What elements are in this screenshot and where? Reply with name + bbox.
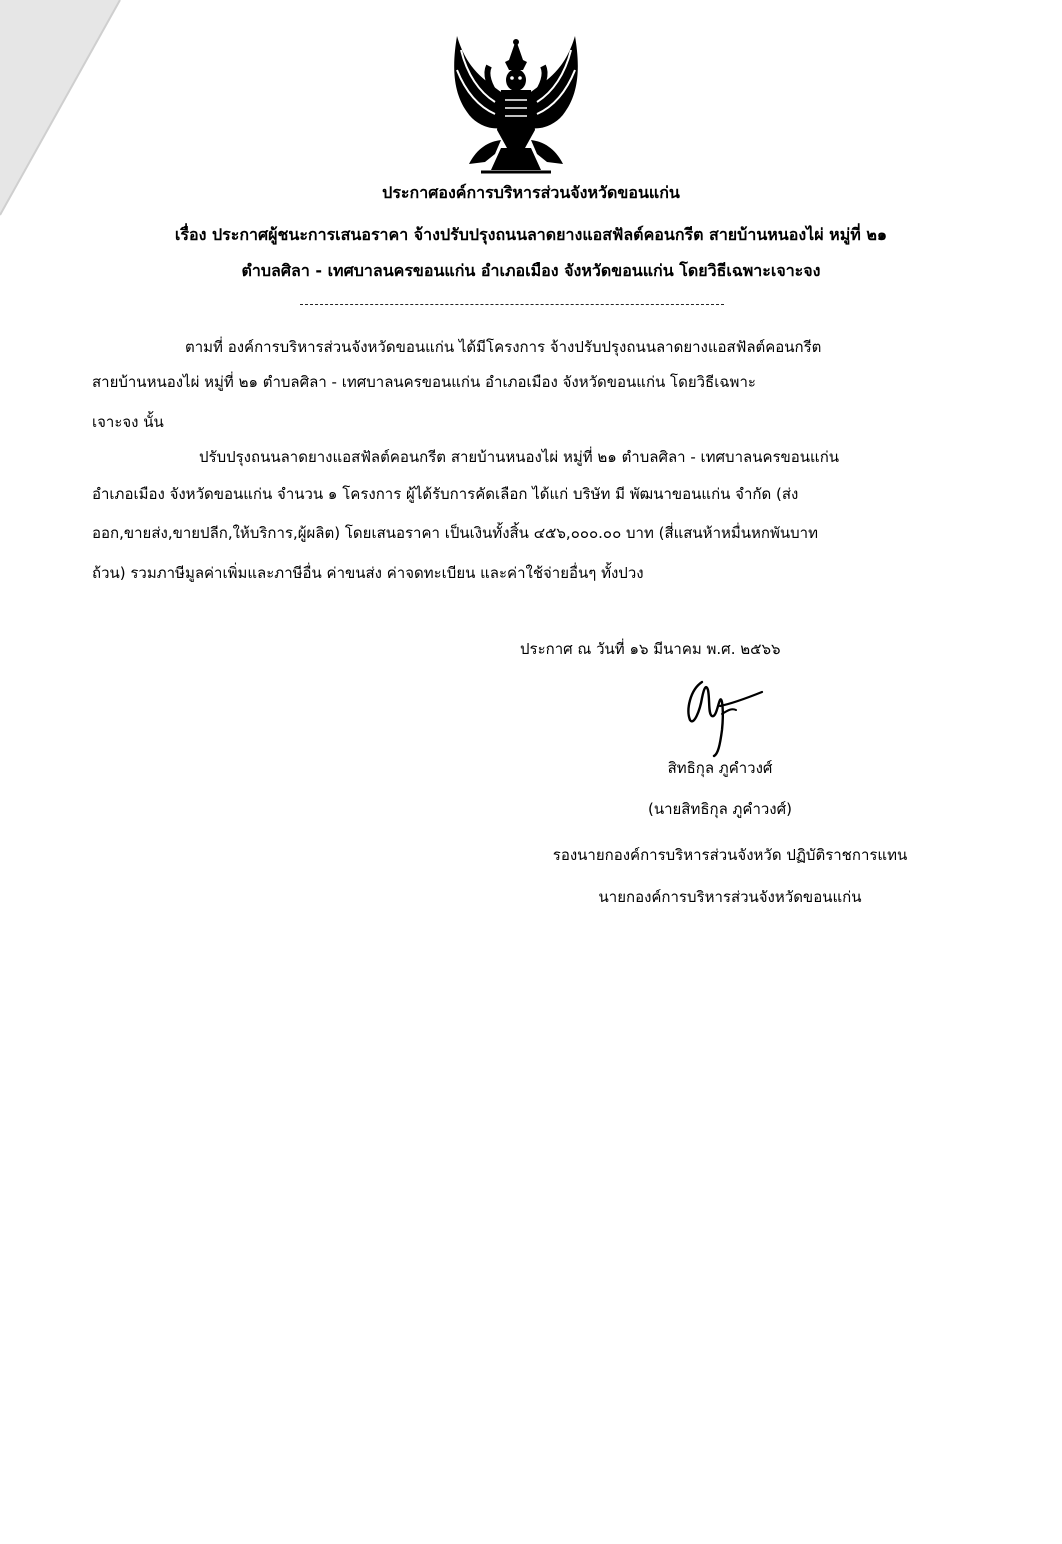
- signatory-position-line-1: รองนายกองค์การบริหารส่วนจังหวัด ปฏิบัติราชการแทน: [552, 846, 908, 864]
- signatory-full-name: (นายสิทธิกุล ภูคำวงศ์): [647, 800, 793, 818]
- para2-line-3: ออก,ขายส่ง,ขายปลีก,ให้บริการ,ผู้ผลิต) โดยเสนอราคา เป็นเงินทั้งสิ้น ๔๕๖,๐๐๐.๐๐ บาท (สี่แสนห้าหมื่นหกพันบาท: [92, 524, 818, 542]
- para2-line-4: ถ้วน) รวมภาษีมูลค่าเพิ่มและภาษีอื่น ค่าขนส่ง ค่าจดทะเบียน และค่าใช้จ่ายอื่นๆ ทั้งปวง: [92, 564, 644, 582]
- handwritten-signature: [672, 670, 772, 760]
- document-title: ประกาศองค์การบริหารส่วนจังหวัดขอนแก่น: [382, 183, 680, 202]
- para2-line-1: ปรับปรุงถนนลาดยางแอสฟัลต์คอนกรีต สายบ้านหนองไผ่ หมู่ที่ ๒๑ ตำบลศิลา - เทศบาลนครขอนแก่น: [199, 448, 840, 466]
- para1-line-2: สายบ้านหนองไผ่ หมู่ที่ ๒๑ ตำบลศิลา - เทศบาลนครขอนแก่น อำเภอเมือง จังหวัดขอนแก่น โดยวิธีเฉพาะ: [92, 373, 756, 391]
- separator-line: [300, 304, 724, 305]
- signatory-typed-name: สิทธิกุล ภูคำวงศ์: [667, 759, 773, 777]
- subject-line-1: เรื่อง ประกาศผู้ชนะการเสนอราคา จ้างปรับปรุงถนนลาดยางแอสฟัลต์คอนกรีต สายบ้านหนองไผ่ หมู่ที่ ๒๑: [174, 225, 888, 244]
- para1-line-3: เจาะจง นั้น: [92, 413, 164, 431]
- signatory-position-line-2: นายกองค์การบริหารส่วนจังหวัดขอนแก่น: [598, 888, 862, 906]
- subject-line-2: ตำบลศิลา - เทศบาลนครขอนแก่น อำเภอเมือง จังหวัดขอนแก่น โดยวิธีเฉพาะเจาะจง: [241, 261, 821, 280]
- announcement-date: ประกาศ ณ วันที่ ๑๖ มีนาคม พ.ศ. ๒๕๖๖: [520, 640, 781, 658]
- para2-line-2: อำเภอเมือง จังหวัดขอนแก่น จำนวน ๑ โครงการ ผู้ได้รับการคัดเลือก ได้แก่ บริษัท มี พัฒนาขอนแก่น จำกัด (ส่ง: [92, 485, 799, 503]
- para1-line-1: ตามที่ องค์การบริหารส่วนจังหวัดขอนแก่น ได้มีโครงการ จ้างปรับปรุงถนนลาดยางแอสฟัลต์คอนกรีต: [185, 338, 822, 356]
- garuda-emblem-icon: [445, 30, 587, 180]
